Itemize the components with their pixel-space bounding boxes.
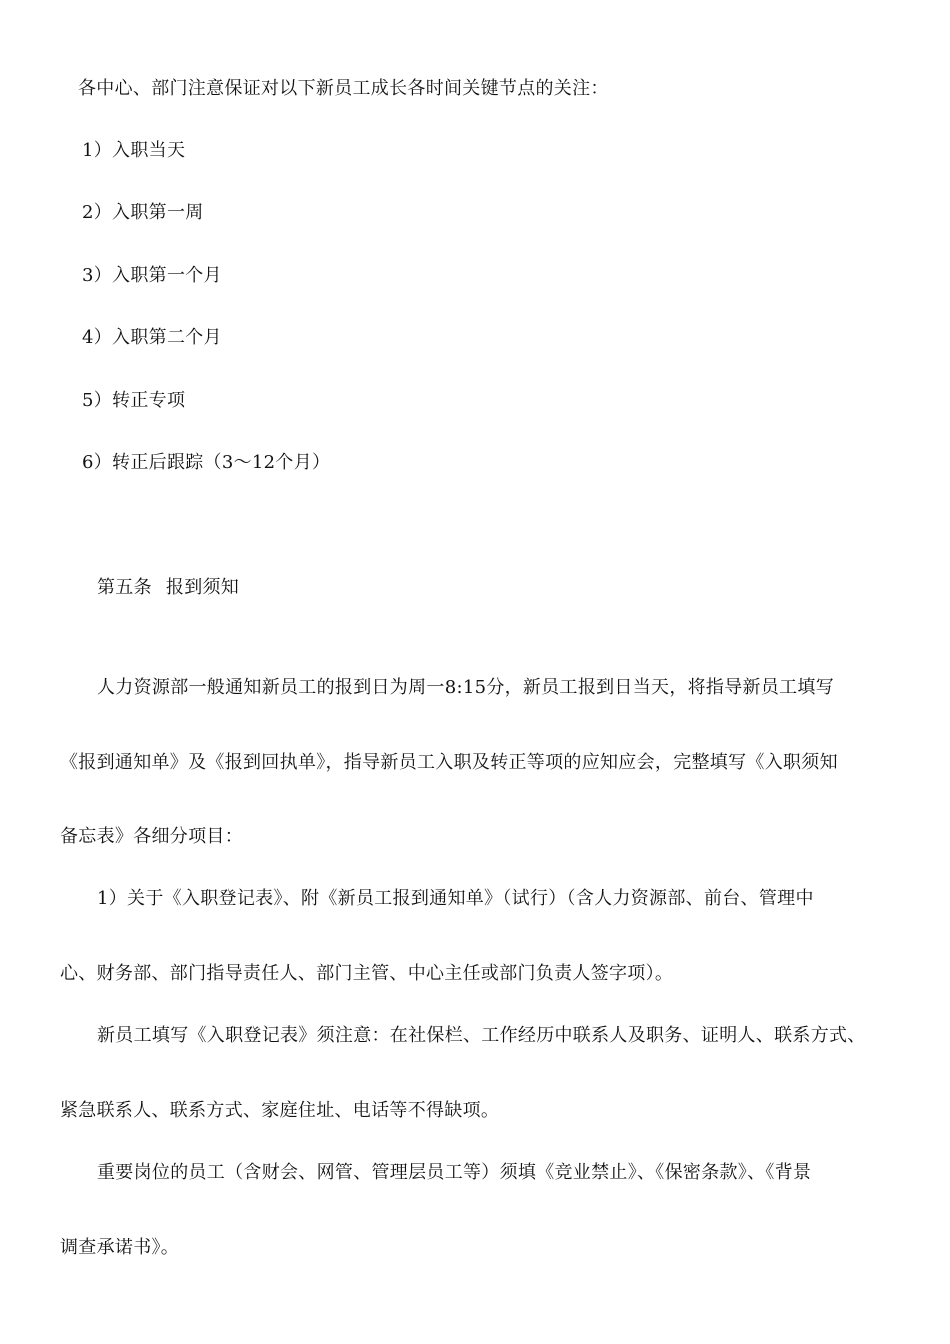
milestone-item: 2）入职第一周 (82, 202, 204, 223)
paragraph-line: 1）关于《入职登记表》、附《新员工报到通知单》（试行）（含人力资源部、前台、管理中 (97, 888, 814, 909)
paragraph-line: 人力资源部一般通知新员工的报到日为周一8:15分，新员工报到日当天，将指导新员工填写 (97, 677, 835, 698)
article-number: 第五条 (97, 577, 152, 598)
paragraph-line: 紧急联系人、联系方式、家庭住址、电话等不得缺项。 (60, 1100, 500, 1121)
paragraph-line: 新员工填写《入职登记表》须注意：在社保栏、工作经历中联系人及职务、证明人、联系方式、 (97, 1025, 866, 1046)
paragraph-line: 心、财务部、部门指导责任人、部门主管、中心主任或部门负责人签字项）。 (60, 963, 674, 984)
intro-text: 各中心、部门注意保证对以下新员工成长各时间关键节点的关注： (78, 78, 609, 99)
paragraph-line: 备忘表》各细分项目： (60, 826, 243, 847)
milestone-item: 3）入职第一个月 (82, 265, 222, 286)
milestone-item: 4）入职第二个月 (82, 327, 222, 348)
article-title: 报到须知 (165, 577, 240, 598)
paragraph-line: 调查承诺书》。 (60, 1237, 180, 1258)
milestone-item: 6）转正后跟踪（3～12个月） (82, 452, 331, 473)
paragraph-line: 《报到通知单》及《报到回执单》，指导新员工入职及转正等项的应知应会，完整填写《入职须知 (60, 752, 838, 773)
article-heading (97, 576, 239, 600)
milestone-item: 5）转正专项 (82, 390, 186, 411)
milestone-item: 1）入职当天 (82, 140, 186, 161)
paragraph-line: 重要岗位的员工（含财会、网管、管理层员工等）须填《竞业禁止》、《保密条款》、《背景 (97, 1162, 812, 1183)
